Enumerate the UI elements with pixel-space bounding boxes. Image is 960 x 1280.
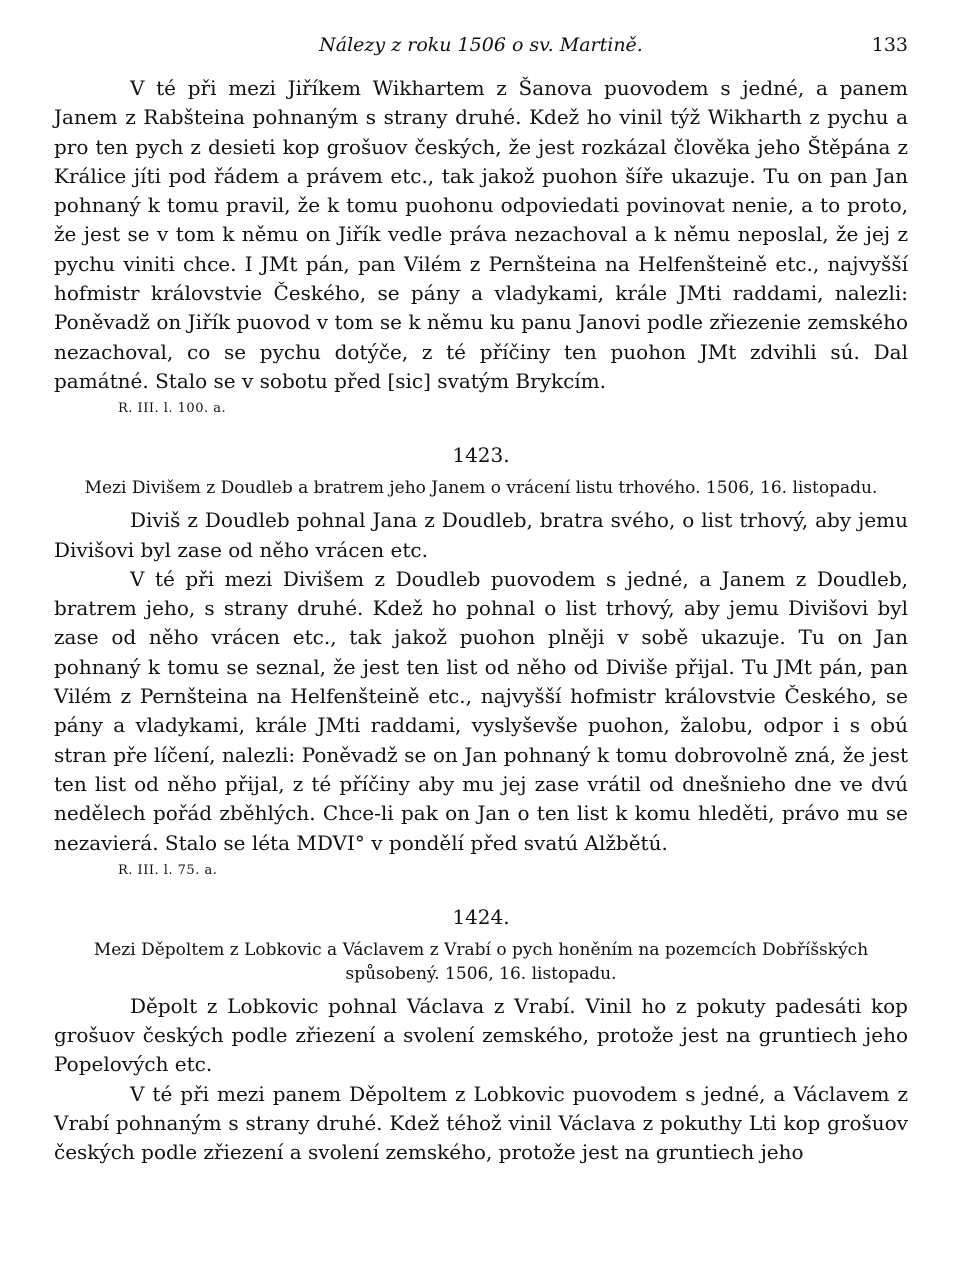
entry-number: 1423. bbox=[452, 443, 510, 468]
source-reference: R. III. l. 100. a. bbox=[118, 401, 227, 417]
entry-paragraph: V té při mezi panem Děpoltem z Lobkovic puovodem s jedné, a Václavem z Vrabí pohnaným s strany druhé. Kdež téhož vinil Václava z pokuthy Lti kop grošuov českých podle zřiezení a svolení zemského, protože jest na gruntiech jeho bbox=[54, 1081, 908, 1165]
entry-title: Mezi Děpoltem z Lobkovic a Václavem z Vrabí o pych honěním na pozemcích Dobříšských spůsobený. 1506, 16. listopadu. bbox=[93, 939, 869, 984]
running-head bbox=[54, 34, 908, 74]
source-reference: R. III. l. 75. a. bbox=[118, 862, 218, 878]
page-number: 133 bbox=[871, 34, 908, 56]
entry-1423 bbox=[54, 440, 908, 882]
entry-1424 bbox=[54, 902, 908, 1168]
entry-number: 1424. bbox=[452, 904, 510, 929]
document-page bbox=[54, 34, 908, 1168]
entry-paragraph: V té při mezi Divišem z Doudleb puovodem s jedné, a Janem z Doudleb, bratrem jeho, s strany druhé. Kdež ho pohnal o list trhový, aby jemu Divišovi byl zase od něho vrácen etc., tak jakož puohon plněji v sobě ukazuje. Tu on Jan pohnaný k tomu se seznal, že jest ten list od něho od Diviše přijal. Tu JMt pán, pan Vilém z Pernšteina na Helfenšteině etc., najvyšší hofmistr královstvie Českého, se pány a vladykami, krále JMti raddami, vyslyševše puohon, žalobu, odpor i s obú stran pře líčení, nalezli: Poněvadž se on Jan pohnaný k tomu dobrovolně zná, že jest ten list od něho přijal, z té příčiny aby mu jej zase vrátil od dnešnieho dne ve dvú nedělech pořád zběhlých. Chce-li pak on Jan o ten list k komu hleděti, právo mu se nezavierá. Stalo se léta MDVI° v pondělí před svatú Alžbětú. bbox=[54, 566, 908, 855]
entry-title: Mezi Divišem z Doudleb a bratrem jeho Janem o vrácení listu trhového. 1506, 16. listopadu. bbox=[84, 478, 878, 499]
entry-paragraph: Diviš z Doudleb pohnal Jana z Doudleb, bratra svého, o list trhový, aby jemu Divišovi byl zase od něho vrácen etc. bbox=[54, 508, 908, 562]
opening-paragraph: V té při mezi Jiříkem Wikhartem z Šanova puovodem s jedné, a panem Janem z Rabšteina pohnaným s strany druhé. Kdež ho vinil týž Wikharth z pychu a pro ten pych z desieti kop grošuov českých, že jest rozkázal člověka jeho Štěpána z Králice jíti pod řádem a právem etc., tak jakož puohon šíře ukazuje. Tu on pan Jan pohnaný k tomu pravil, že k tomu puohonu odpoviedati povinovat nenie, a to proto, že jest se v tom k němu on Jiřík vedle práva nezachoval a k němu neposlal, že jej z pychu viniti chce. I JMt pán, pan Vilém z Pernšteina na Helfenšteině etc., najvyšší hofmistr královstvie Českého, se pány a vladykami, krále JMti raddami, nalezli: Poněvadž on Jiřík puovod v tom se k němu ku panu Janovi podle zřiezenie zemského nezachoval, co se pychu dotýče, z té příčiny ten puohon JMt zdvihli sú. Dal památné. Stalo se v sobotu před [sic] svatým Brykcím. bbox=[54, 76, 908, 393]
entry-paragraph: Děpolt z Lobkovic pohnal Václava z Vrabí. Vinil ho z pokuty padesáti kop grošuov českých podle zřiezení a svolení zemského, protože jest na gruntiech jeho Popelových etc. bbox=[54, 993, 908, 1077]
running-head-title: Nálezy z roku 1506 o sv. Martině. bbox=[319, 34, 643, 56]
